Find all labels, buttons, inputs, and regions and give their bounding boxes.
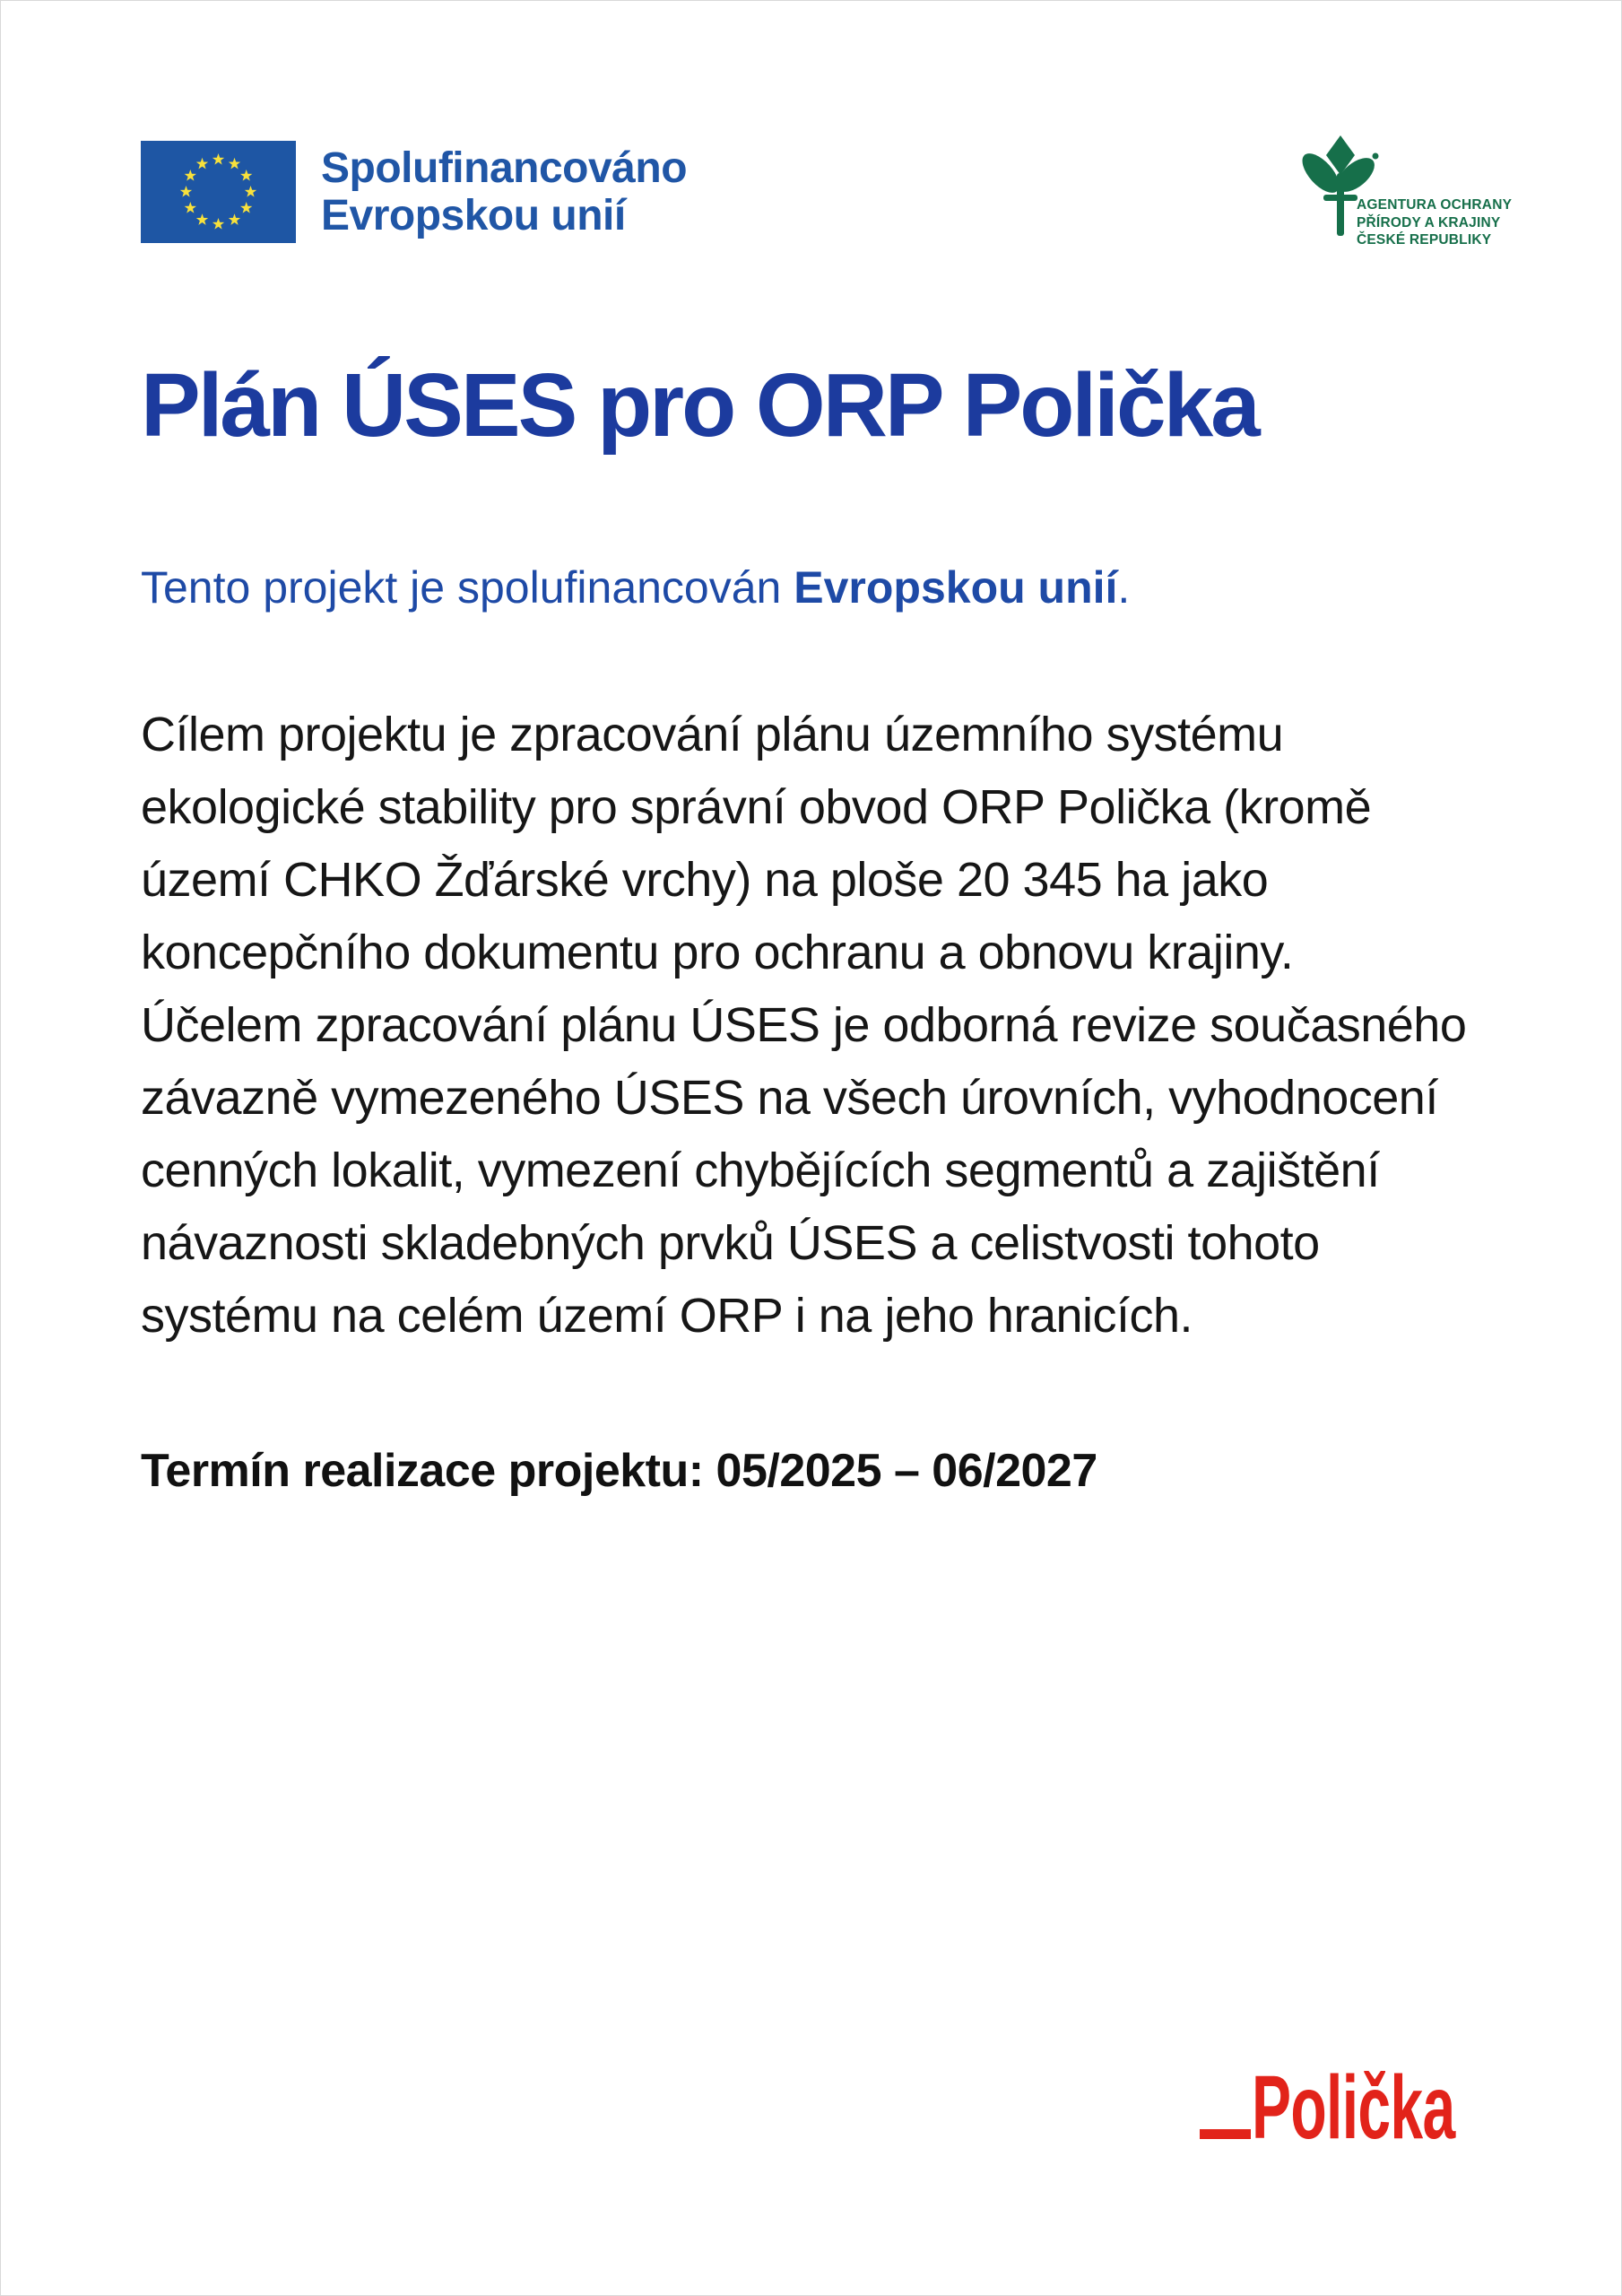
body-line: ekologické stability pro správní obvod ORP Polička (kromě <box>141 780 1372 834</box>
body-line: návaznosti skladebných prvků ÚSES a celistvosti tohoto <box>141 1216 1320 1270</box>
aopk-text-line2: PŘÍRODY A KRAJINY <box>1357 214 1501 230</box>
body-line: cenných lokalit, vymezení chybějících segmentů a zajištění <box>141 1144 1380 1197</box>
deadline-line: Termín realizace projektu: 05/2025 – 06/2027 <box>141 1445 1097 1497</box>
subtitle-period: . <box>1117 562 1131 613</box>
body-paragraph <box>141 699 1466 1352</box>
eu-logo-text-line2: Evropskou unií <box>321 192 626 239</box>
eu-logo-text <box>321 144 687 239</box>
subtitle-bold: Evropskou unií <box>794 562 1118 613</box>
body-line: Účelem zpracování plánu ÚSES je odborná revize současného <box>141 998 1467 1052</box>
aopk-text-line3: ČESKÉ REPUBLIKY <box>1357 232 1492 248</box>
aopk-logo-text <box>1357 196 1512 249</box>
body-line: koncepčního dokumentu pro ochranu a obnovu krajiny. <box>141 926 1294 979</box>
page-title: Plán ÚSES pro ORP Polička <box>141 355 1258 456</box>
subtitle-prefix: Tento projekt je spolufinancován <box>141 562 794 613</box>
eu-flag-icon <box>141 141 296 243</box>
policka-logo-text: Polička <box>1252 2057 1455 2158</box>
body-line: Cílem projektu je zpracování plánu územního systému <box>141 708 1284 761</box>
eu-cofunded-logo <box>141 141 687 243</box>
body-line: území CHKO Žďárské vrchy) na ploše 20 345 ha jako <box>141 853 1269 907</box>
underscore-mark <box>1200 2129 1251 2139</box>
aopk-text-line1: AGENTURA OCHRANY <box>1357 197 1513 213</box>
aopk-logo <box>1298 134 1531 250</box>
body-line: závazně vymezeného ÚSES na všech úrovních, vyhodnocení <box>141 1071 1438 1125</box>
eu-logo-text-line1: Spolufinancováno <box>321 144 688 192</box>
body-line: systému na celém území ORP i na jeho hranicích. <box>141 1289 1193 1343</box>
subtitle <box>141 561 1130 614</box>
